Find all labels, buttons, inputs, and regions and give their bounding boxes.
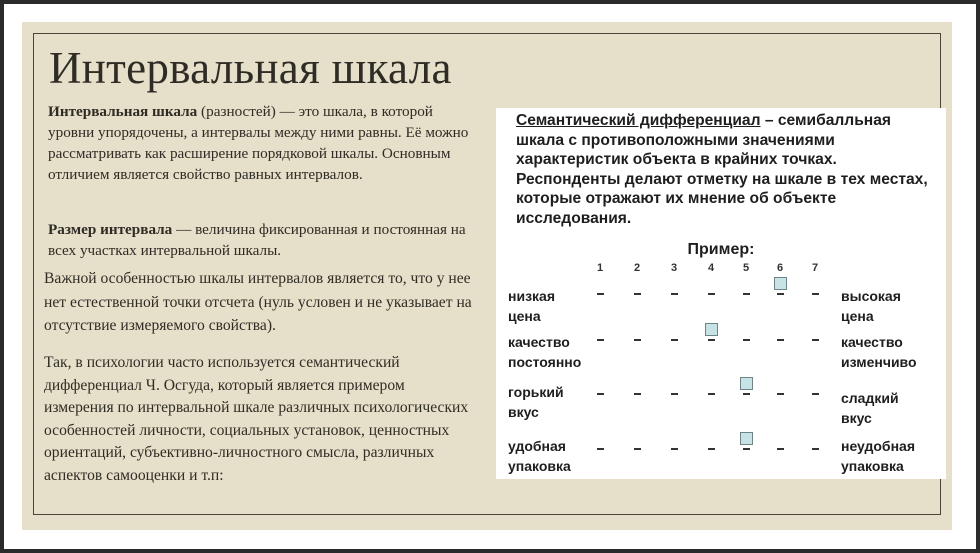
scale-right-label xyxy=(841,286,901,326)
scale-point[interactable] xyxy=(812,448,819,450)
selected-mark-checkbox[interactable] xyxy=(740,377,753,390)
label-line: неудобная xyxy=(841,438,915,454)
scale-point[interactable] xyxy=(671,448,678,450)
scale-point[interactable] xyxy=(743,393,750,395)
interval-size-paragraph xyxy=(48,219,473,261)
scale-point[interactable] xyxy=(743,293,750,295)
slide-panel xyxy=(22,22,952,530)
scale-left-label xyxy=(508,382,564,422)
label-line: удобная xyxy=(508,438,566,454)
feature-text: Важной особенностью шкалы интервалов является то, что у нее нет естественной точки отсчета (нуль условен и не указывает на отсутствие измеряемого свойства). xyxy=(44,270,472,334)
label-line: изменчиво xyxy=(841,354,917,370)
scale-point[interactable] xyxy=(597,339,604,341)
scale-point[interactable] xyxy=(671,339,678,341)
label-line: упаковка xyxy=(508,458,571,474)
scale-point[interactable] xyxy=(743,339,750,341)
term-interval-scale: Интервальная шкала xyxy=(48,103,198,120)
scale-number: 4 xyxy=(707,262,715,274)
label-line: цена xyxy=(841,308,874,324)
scale-right-label xyxy=(841,388,899,428)
scale-point[interactable] xyxy=(671,393,678,395)
label-line: вкус xyxy=(508,404,539,420)
label-line: низкая xyxy=(508,288,555,304)
interval-size-text: — величина фиксированная и постоянная на всех участках интервальной шкалы. xyxy=(48,221,466,259)
label-line: упаковка xyxy=(841,458,904,474)
scale-number: 7 xyxy=(811,262,819,274)
scale-point[interactable] xyxy=(634,339,641,341)
slide xyxy=(4,4,976,549)
label-line: цена xyxy=(508,308,541,324)
osgood-paragraph xyxy=(44,352,476,487)
scale-right-label xyxy=(841,436,915,476)
scale-point[interactable] xyxy=(812,293,819,295)
scale-point[interactable] xyxy=(708,293,715,295)
label-line: сладкий xyxy=(841,390,899,406)
scale-point[interactable] xyxy=(708,393,715,395)
scale-point[interactable] xyxy=(777,393,784,395)
definition-text: (разностей) — это шкала, в которой уровни упорядочены, а интервалы между ними равны. Её можно рассматривать как расширение порядковой шкалы. Основным отличием является свойство равных интервалов. xyxy=(48,103,469,183)
scale-point[interactable] xyxy=(708,339,715,341)
scale-point[interactable] xyxy=(812,393,819,395)
scale-point[interactable] xyxy=(777,293,784,295)
scale-point[interactable] xyxy=(597,393,604,395)
term-interval-size: Размер интервала xyxy=(48,221,173,238)
label-line: высокая xyxy=(841,288,901,304)
semantic-differential-panel xyxy=(496,108,946,479)
scale-point[interactable] xyxy=(634,448,641,450)
label-line: постоянно xyxy=(508,354,582,370)
scale-left-label xyxy=(508,286,555,326)
scale-left-label xyxy=(508,436,571,476)
scale-number: 6 xyxy=(776,262,784,274)
scale-point[interactable] xyxy=(708,448,715,450)
osgood-text: Так, в психологии часто используется семантический дифференциал Ч. Осгуда, который является примером измерения по интервальной шкале различных психологических особенностей личности, социальных установок, ценностных ориентаций, субъективно-личностного смысла, различных аспектов самооценки и т.п: xyxy=(44,354,469,484)
scale-point[interactable] xyxy=(597,448,604,450)
scale-point[interactable] xyxy=(812,339,819,341)
definition-paragraph xyxy=(48,101,473,185)
example-title: Пример: xyxy=(687,241,755,258)
semantic-differential-term: Семантический дифференциал xyxy=(516,112,761,129)
label-line: качество xyxy=(841,334,903,350)
scale-number: 5 xyxy=(742,262,750,274)
slide-frame xyxy=(33,33,941,515)
feature-paragraph xyxy=(44,267,476,338)
scale-point[interactable] xyxy=(743,448,750,450)
selected-mark-checkbox[interactable] xyxy=(774,277,787,290)
label-line: качество xyxy=(508,334,570,350)
semantic-differential-definition xyxy=(516,111,941,228)
scale-left-label xyxy=(508,332,581,372)
scale-number: 3 xyxy=(670,262,678,274)
scale-right-label xyxy=(841,332,917,372)
scale-number: 2 xyxy=(633,262,641,274)
selected-mark-checkbox[interactable] xyxy=(740,432,753,445)
label-line: горький xyxy=(508,384,564,400)
semantic-differential-text: – семибалльная шкала с противоположными значениями характеристик объекта в крайних точках. Респонденты делают отметку на шкале в тех местах, которые отражают их мнение об объекте исследования. xyxy=(516,112,928,227)
scale-number: 1 xyxy=(596,262,604,274)
scale-point[interactable] xyxy=(671,293,678,295)
slide-title: Интервальная шкала xyxy=(49,43,452,93)
label-line: вкус xyxy=(841,410,872,426)
scale-point[interactable] xyxy=(777,339,784,341)
scale-point[interactable] xyxy=(634,393,641,395)
scale-point[interactable] xyxy=(777,448,784,450)
scale-point[interactable] xyxy=(597,293,604,295)
selected-mark-checkbox[interactable] xyxy=(705,323,718,336)
scale-point[interactable] xyxy=(634,293,641,295)
